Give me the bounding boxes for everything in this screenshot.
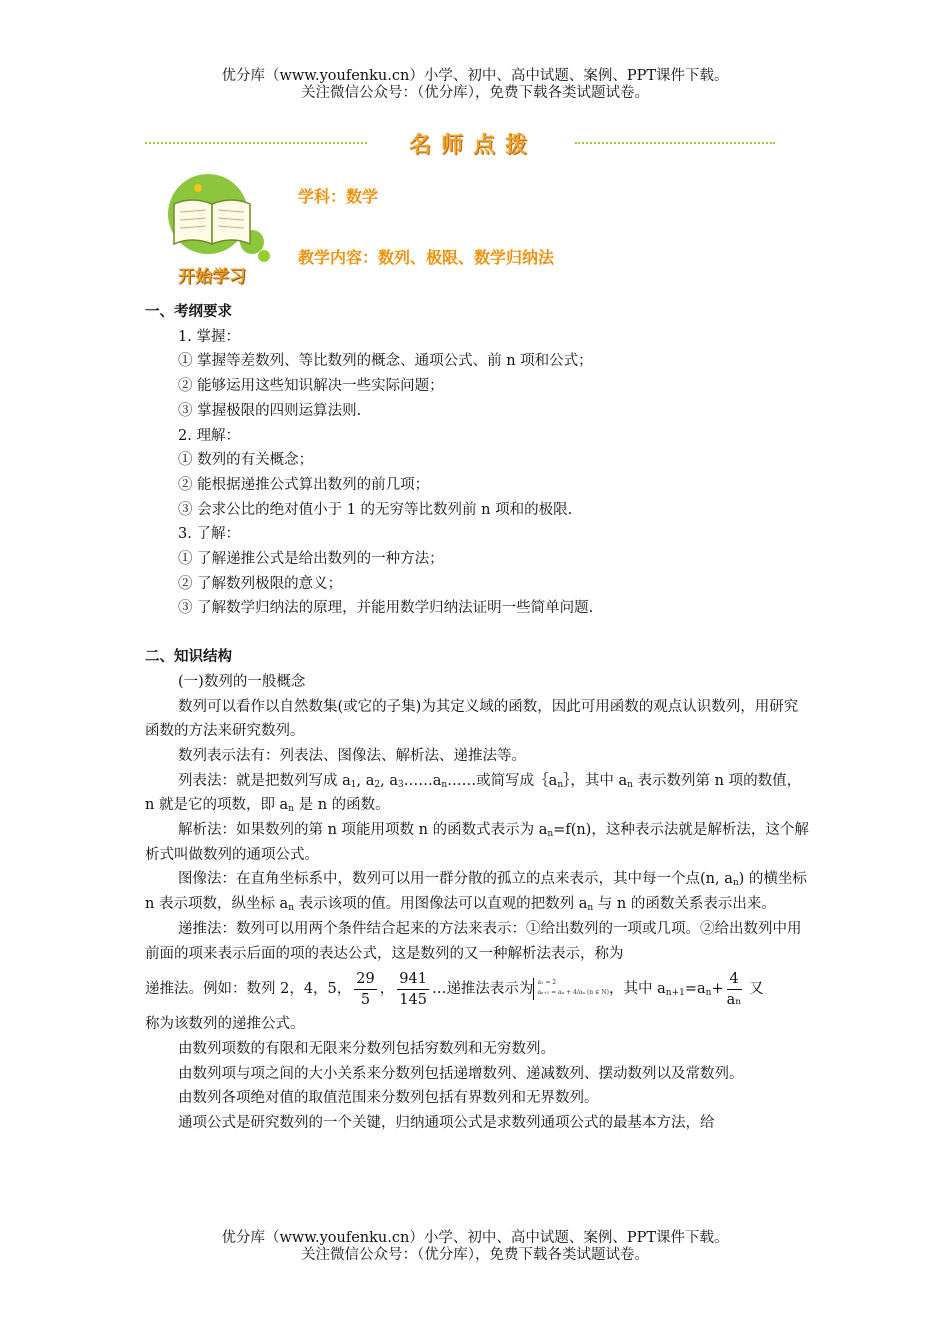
title-divider-right: [575, 142, 775, 144]
title-banner: [145, 128, 775, 158]
document-body: [145, 300, 810, 1136]
list-item: ② 了解数列极限的意义；: [178, 575, 343, 592]
subject-label: 学科：数学: [298, 187, 379, 206]
fraction-29-5: $\frac{29}{5}$: [356, 970, 375, 1008]
subsection-title: (一)数列的一般概念: [178, 673, 306, 690]
paragraph: 称为该数列的递推公式。: [145, 1016, 305, 1033]
paragraph-list-method: 列表法：就是把数列写成 $a_1$, $a_2$, $a_3\dots\dots a_n\dots\dots$或简写成$\{a_n\}$，其中 $a_n$ 表示数列第 n 项的数值，n 就是它的项数，即 $a_n$ 是 n 的函数。: [145, 772, 802, 815]
fraction-941-145: $\frac{941}{145}$: [399, 970, 427, 1008]
list-item: ① 了解递推公式是给出数列的一种方法；: [178, 551, 444, 568]
section-heading-requirements: 一、考纲要求: [145, 304, 232, 320]
paragraph: 数列表示法有：列表法、图像法、解析法、递推法等。: [178, 747, 526, 764]
fraction-4-an: $\frac{4}{\text{aₙ}}$: [726, 970, 742, 1008]
list-item: ③ 会求公比的绝对值小于 1 的无穷等比数列前 n 项和的极限.: [178, 501, 573, 518]
paragraph: 由数列各项绝对值的取值范围来分数列包括有界数列和无界数列。: [178, 1090, 599, 1107]
teaching-content-label: 教学内容：数列、极限、数学归纳法: [298, 248, 555, 267]
paragraph: 由数列项数的有限和无限来分数列包括穷数列和无穷数列。: [178, 1040, 555, 1057]
master-label: 1. 掌握：: [178, 328, 240, 345]
list-item: ② 能根据递推公式算出数列的前几项；: [178, 476, 430, 493]
list-item: ③ 了解数学归纳法的原理，并能用数学归纳法证明一些简单问题.: [178, 600, 594, 617]
recurrence-system: a₁ = 2 aₙ₊₁ = aₙ + 4/aₙ (n ∈ N): [533, 978, 609, 1000]
page-footer: [0, 1230, 950, 1264]
paragraph: 通项公式是研究数列的一个关键，归纳通项公式是求数列通项公式的最基本方法，给: [178, 1115, 715, 1132]
list-item: ① 数列的有关概念；: [178, 452, 314, 469]
footer-line-1: 优分库（www.youfenku.cn）小学、初中、高中试题、案例、PPT课件下载。: [221, 1230, 729, 1246]
list-item: ① 掌握等差数列、等比数列的概念、通项公式、前 n 项和公式；: [178, 353, 593, 370]
header-line-2: 关注微信公众号：（优分库），免费下载各类试题试卷。: [301, 85, 649, 101]
list-item: ③ 掌握极限的四则运算法则.: [178, 402, 362, 419]
know-label: 3. 了解：: [178, 526, 240, 543]
recursive-example-row: 递推法。例如：数列 2，4，5， $\frac{29}{5}$ ， $\frac{941}{145}$ …递推法表示为 a₁ = 2 aₙ₊₁ = aₙ + 4/aₙ (n ∈ N) ，其中 $a_{n+1}=a_n+$ $\frac{4}{\text{aₙ}}$ 又: [145, 970, 764, 1008]
list-item: ② 能够运用这些知识解决一些实际问题；: [178, 378, 444, 395]
understand-label: 2. 理解：: [178, 427, 240, 444]
start-learning-label: 开始学习: [178, 267, 246, 287]
footer-line-2: 关注微信公众号：（优分库），免费下载各类试题试卷。: [301, 1247, 649, 1263]
paragraph: 由数列项与项之间的大小关系来分数列包括递增数列、递减数列、摆动数列以及常数列。: [178, 1065, 744, 1082]
header-line-1: 优分库（www.youfenku.cn）小学、初中、高中试题、案例、PPT课件下载。: [221, 68, 729, 84]
paragraph-recursive-method: 递推法：数列可以用两个条件结合起来的方法来表示：①给出数列的一项或几项。②给出数列中用前面的项来表示后面的项的表达公式，这是数列的又一种解析法表示，称为: [145, 920, 802, 962]
paragraph: 数列可以看作以自然数集(或它的子集)为其定义域的函数，因此可用函数的观点认识数列，用研究函数的方法来研究数列。: [145, 698, 799, 740]
paragraph-analytic-method: 解析法：如果数列的第 n 项能用项数 n 的函数式表示为 $a_n=f(n)$，这种表示法就是解析法，这个解析式叫做数列的通项公式。: [145, 822, 809, 863]
page-title: 名师点拨: [408, 133, 537, 158]
title-divider-left: [145, 142, 367, 144]
page-header: [0, 68, 950, 102]
section-heading-structure: 二、知识结构: [145, 649, 232, 666]
paragraph-graph-method: 图像法：在直角坐标系中，数列可以用一群分散的孤立的点来表示，其中每一个点(n, $a_n$) 的横坐标 n 表示项数，纵坐标 $a_n$ 表示该项的值。用图像法可以直观的把数列 $a_n$ 与 n 的函数关系表示出来。: [145, 871, 807, 914]
